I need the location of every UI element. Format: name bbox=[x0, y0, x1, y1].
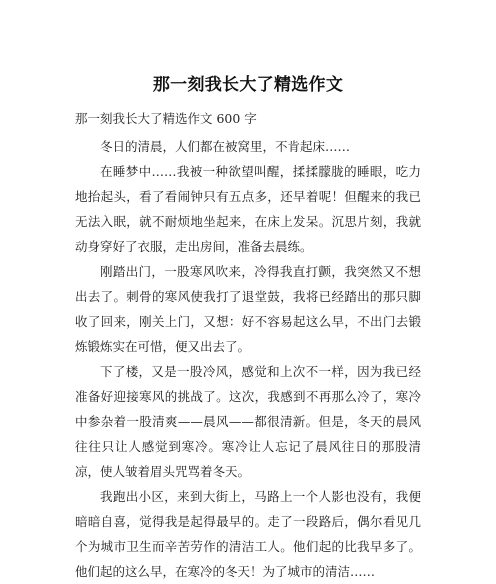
article-title: 那一刻我长大了精选作文 bbox=[152, 75, 344, 95]
paragraph: 下了楼，又是一股冷风，感觉和上次不一样，因为我已经准备好迎接寒风的挑战了。这次，我感到不再那么冷了，寒冷中参杂着一股清爽——晨风——都很清新。但是，冬天的晨风往往只让人感觉到寒冷。寒冷让人忘记了晨风往日的那股清凉，使人皱着眉头咒骂着冬天。 bbox=[75, 364, 421, 479]
paragraph: 刚踏出门，一股寒风吹来，冷得我直打颤，我突然又不想出去了。刺骨的寒风使我打了退堂鼓，我将已经踏出的那只脚收了回来，刚关上门，又想：好不容易起这么早，不出门去锻炼锻炼实在可惜，便又出去了。 bbox=[75, 264, 421, 354]
paragraph: 我跑出小区，来到大街上，马路上一个人影也没有，我便暗暗自喜，觉得我是起得最早的。走了一段路后，偶尔看见几个为城市卫生而辛苦劳作的清洁工人。他们起的比我早多了。他们起的这么早，在寒冷的冬天！为了城市的清洁…… bbox=[75, 489, 421, 579]
paragraph: 冬日的清晨，人们都在被窝里，不肯起床…… bbox=[100, 139, 351, 154]
article-body bbox=[75, 134, 421, 584]
paragraph: 在睡梦中……我被一种欲望叫醒，揉揉朦胧的睡眼，吃力地抬起头，看了看闹钟只有五点多，还早着呢！但醒来的我已无法入眠，就不耐烦地坐起来，在床上发呆。沉思片刻，我就动身穿好了衣服，走出房间，准备去晨练。 bbox=[75, 164, 421, 254]
article-subtitle: 那一刻我长大了精选作文 600 字 bbox=[75, 111, 257, 126]
